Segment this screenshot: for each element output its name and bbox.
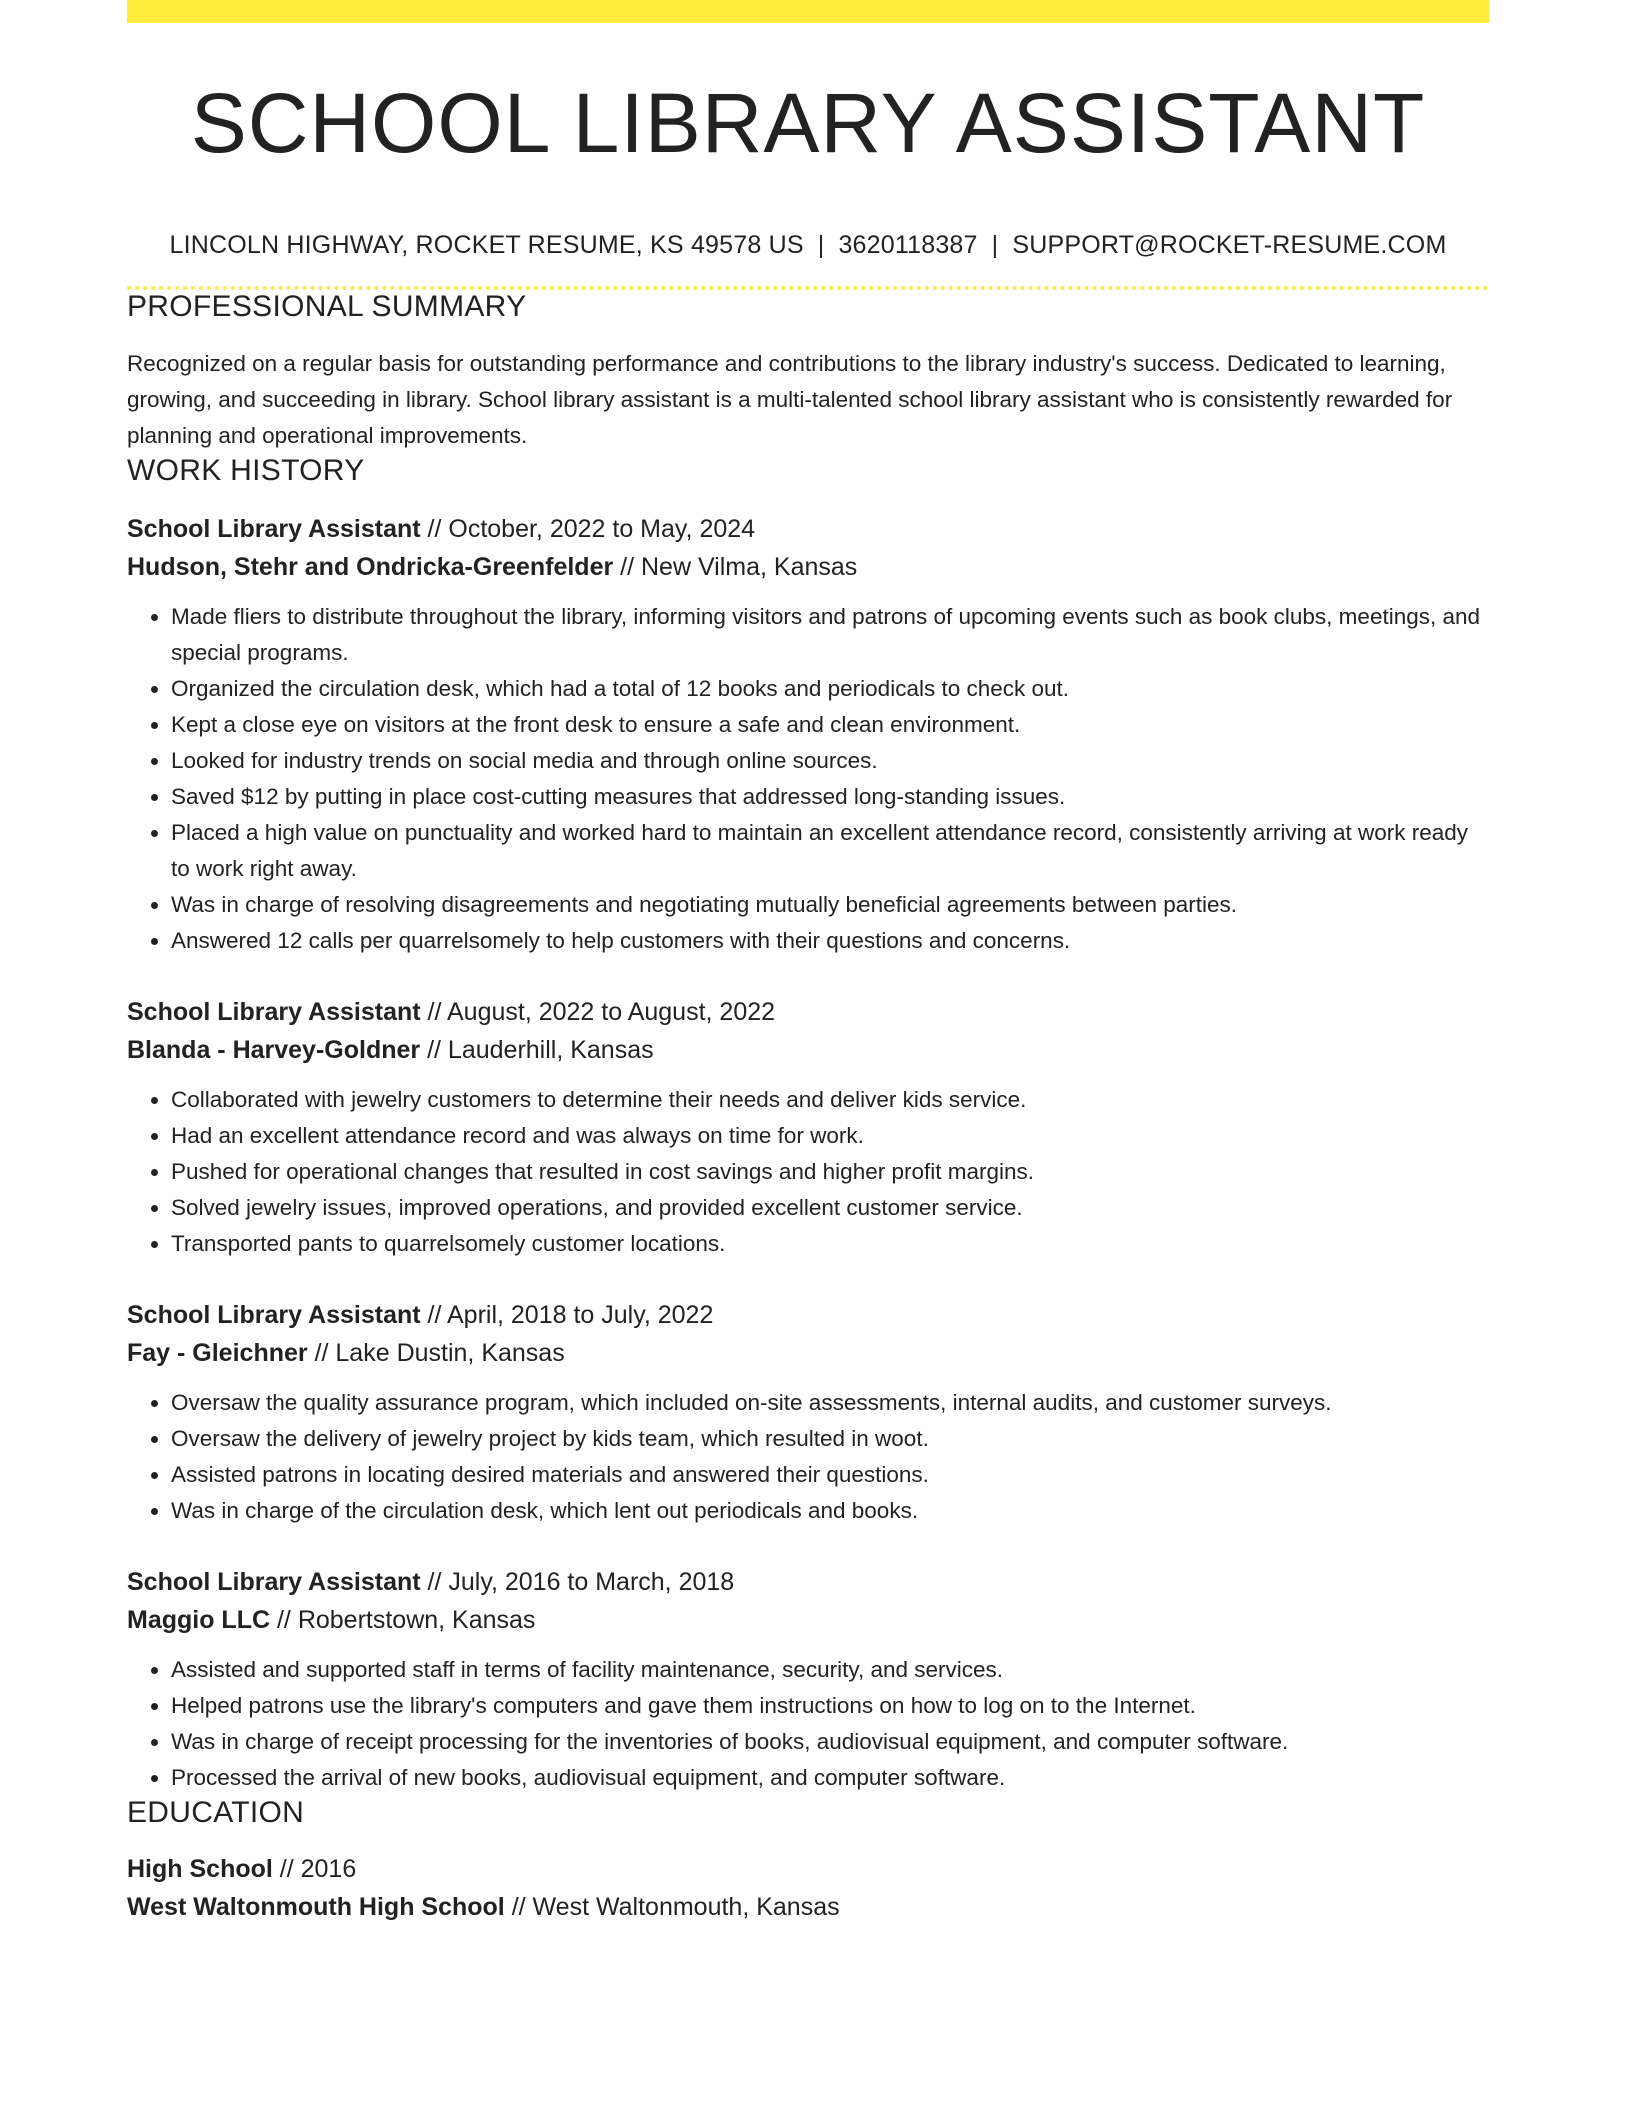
job-role: School Library Assistant (127, 1568, 421, 1596)
summary-heading: PROFESSIONAL SUMMARY (127, 290, 527, 323)
education-degree: High School (127, 1855, 273, 1883)
job-bullet: • Collaborated with jewelry customers to determine their needs and deliver kids service. (171, 1082, 1489, 1118)
job-bullet: • Oversaw the quality assurance program, which included on-site assessments, internal audits, and customer surveys. (171, 1385, 1489, 1421)
job-company-line (127, 1334, 1489, 1372)
job-bullet-list (127, 599, 1489, 959)
job-bullet-list (127, 1652, 1489, 1796)
job-bullet: • Looked for industry trends on social media and through online sources. (171, 743, 1489, 779)
contact-separator: | (991, 231, 999, 259)
job-entry (127, 510, 1489, 959)
education-school: West Waltonmouth High School (127, 1893, 505, 1921)
job-dates: // October, 2022 to May, 2024 (420, 515, 756, 543)
job-role-line (127, 510, 1489, 548)
job-bullet: • Was in charge of resolving disagreements and negotiating mutually beneficial agreements between parties. (171, 887, 1489, 923)
job-bullet: • Processed the arrival of new books, audiovisual equipment, and computer software. (171, 1760, 1489, 1796)
resume-page (127, 0, 1489, 1926)
job-bullet: • Made fliers to distribute throughout the library, informing visitors and patrons of upcoming events such as book clubs, meetings, and special programs. (171, 599, 1489, 671)
work-history-heading: WORK HISTORY (127, 454, 365, 487)
job-role: School Library Assistant (127, 1301, 421, 1329)
contact-address: LINCOLN HIGHWAY, ROCKET RESUME, KS 49578 US (169, 231, 804, 259)
contact-email[interactable]: SUPPORT@ROCKET-RESUME.COM (1012, 231, 1447, 259)
job-company: Blanda - Harvey-Goldner (127, 1036, 421, 1064)
job-bullet: • Was in charge of receipt processing for the inventories of books, audiovisual equipment, and computer software. (171, 1724, 1489, 1760)
job-role-line (127, 1563, 1489, 1601)
job-company: Maggio LLC (127, 1606, 271, 1634)
work-history-list (127, 510, 1489, 1796)
job-company: Hudson, Stehr and Ondricka-Greenfelder (127, 553, 614, 581)
job-bullet: • Pushed for operational changes that resulted in cost savings and higher profit margins. (171, 1154, 1489, 1190)
job-dates: // April, 2018 to July, 2022 (420, 1301, 714, 1329)
education-year: // 2016 (272, 1855, 357, 1883)
job-location: // New Vilma, Kansas (613, 553, 858, 581)
job-company-line (127, 1601, 1489, 1639)
education-heading: EDUCATION (127, 1796, 305, 1829)
job-role: School Library Assistant (127, 998, 421, 1026)
job-entry (127, 1296, 1489, 1529)
job-bullet: • Assisted and supported staff in terms of facility maintenance, security, and services. (171, 1652, 1489, 1688)
education-degree-line (127, 1850, 1489, 1888)
job-bullet: • Was in charge of the circulation desk, which lent out periodicals and books. (171, 1493, 1489, 1529)
job-bullet: • Solved jewelry issues, improved operations, and provided excellent customer service. (171, 1190, 1489, 1226)
job-bullet-list (127, 1082, 1489, 1262)
job-role-line (127, 993, 1489, 1031)
job-bullet: • Saved $12 by putting in place cost-cutting measures that addressed long-standing issues. (171, 779, 1489, 815)
top-accent-bar (127, 0, 1489, 23)
job-bullet: • Answered 12 calls per quarrelsomely to help customers with their questions and concerns. (171, 923, 1489, 959)
job-dates: // August, 2022 to August, 2022 (420, 998, 776, 1026)
job-bullet: • Had an excellent attendance record and was always on time for work. (171, 1118, 1489, 1154)
job-role-line (127, 1296, 1489, 1334)
job-bullet: • Placed a high value on punctuality and worked hard to maintain an excellent attendance record, consistently arriving at work ready to work right away. (171, 815, 1489, 887)
job-company: Fay - Gleichner (127, 1339, 308, 1367)
education-location: // West Waltonmouth, Kansas (504, 1893, 840, 1921)
job-company-line (127, 1031, 1489, 1069)
resume-title: SCHOOL LIBRARY ASSISTANT (190, 76, 1426, 170)
job-company-line (127, 548, 1489, 586)
job-bullet: • Assisted patrons in locating desired materials and answered their questions. (171, 1457, 1489, 1493)
job-location: // Robertstown, Kansas (270, 1606, 536, 1634)
job-role: School Library Assistant (127, 515, 421, 543)
education-entry (127, 1850, 1489, 1926)
job-entry (127, 1563, 1489, 1796)
job-bullet: • Helped patrons use the library's computers and gave them instructions on how to log on to the Internet. (171, 1688, 1489, 1724)
summary-text: Recognized on a regular basis for outstanding performance and contributions to the library industry's success. Dedicated to learning, growing, and succeeding in library. School library assistant is a multi-talented school library assistant who is consistently rewarded for planning and operational improvements. (127, 351, 1453, 448)
contact-phone: 3620118387 (838, 231, 978, 259)
job-bullet: • Oversaw the delivery of jewelry project by kids team, which resulted in woot. (171, 1421, 1489, 1457)
contact-line (127, 231, 1489, 260)
job-location: // Lake Dustin, Kansas (307, 1339, 565, 1367)
job-entry (127, 993, 1489, 1262)
contact-separator: | (817, 231, 825, 259)
job-bullet-list (127, 1385, 1489, 1529)
job-location: // Lauderhill, Kansas (420, 1036, 654, 1064)
job-bullet: • Transported pants to quarrelsomely customer locations. (171, 1226, 1489, 1262)
education-school-line (127, 1888, 1489, 1926)
job-dates: // July, 2016 to March, 2018 (420, 1568, 735, 1596)
job-bullet: • Organized the circulation desk, which had a total of 12 books and periodicals to check out. (171, 671, 1489, 707)
job-bullet: • Kept a close eye on visitors at the front desk to ensure a safe and clean environment. (171, 707, 1489, 743)
